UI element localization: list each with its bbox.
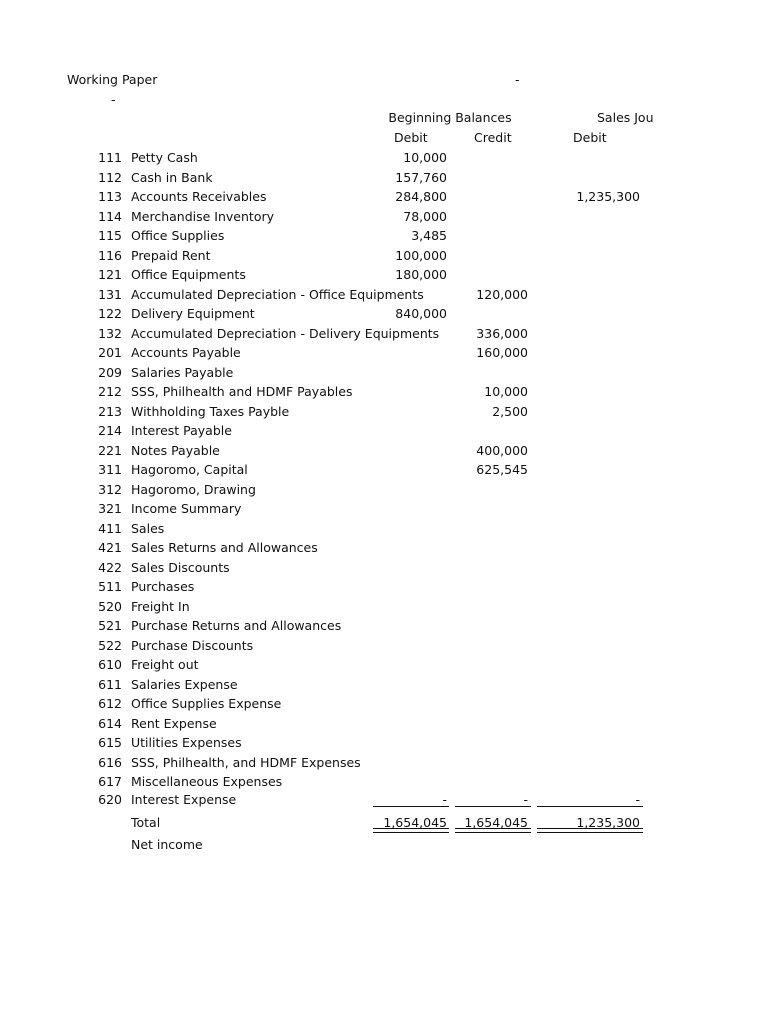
account-name: Freight In bbox=[131, 598, 190, 614]
account-code: 114 bbox=[98, 208, 122, 224]
beginning-debit-amount: 157,760 bbox=[395, 169, 447, 185]
beginning-credit-amount: 625,545 bbox=[476, 462, 528, 477]
subtotal-underline-credit bbox=[455, 806, 531, 807]
account-name: Withholding Taxes Payble bbox=[131, 403, 290, 419]
account-name: Notes Payable bbox=[131, 442, 220, 458]
account-name: Purchase Returns and Allowances bbox=[131, 618, 342, 633]
column-group-sales-journal: Sales Jou bbox=[597, 110, 654, 125]
account-row-interest-expense bbox=[0, 792, 768, 810]
account-code: 221 bbox=[98, 442, 122, 458]
account-code: 511 bbox=[98, 579, 122, 594]
beginning-credit-amount: 2,500 bbox=[492, 403, 528, 419]
account-row bbox=[0, 716, 768, 734]
subtotal-underline-sales-debit bbox=[537, 806, 643, 807]
total-double-underline-sales-debit bbox=[537, 828, 643, 833]
account-code: 312 bbox=[98, 481, 122, 497]
account-name: Salaries Payable bbox=[131, 364, 234, 380]
account-row bbox=[0, 696, 768, 714]
account-code: 111 bbox=[98, 150, 122, 165]
account-name: Office Supplies Expense bbox=[131, 696, 282, 711]
account-row bbox=[0, 384, 768, 402]
account-name: Accounts Receivables bbox=[131, 189, 267, 204]
account-code: 614 bbox=[98, 715, 122, 731]
account-name: Cash in Bank bbox=[131, 169, 213, 185]
account-name: Salaries Expense bbox=[131, 676, 238, 692]
account-row bbox=[0, 306, 768, 324]
account-code: 321 bbox=[98, 501, 122, 516]
account-row bbox=[0, 579, 768, 597]
account-name: Office Equipments bbox=[131, 267, 246, 282]
account-code: 311 bbox=[98, 462, 122, 477]
account-code: 209 bbox=[98, 364, 122, 380]
header-dash-right: - bbox=[515, 72, 520, 87]
account-name: Accounts Payable bbox=[131, 345, 241, 360]
account-row bbox=[0, 677, 768, 695]
account-code: 214 bbox=[98, 423, 122, 438]
beginning-credit-amount: 336,000 bbox=[476, 325, 528, 341]
account-row bbox=[0, 638, 768, 656]
account-code: 131 bbox=[98, 286, 122, 302]
account-code: 411 bbox=[98, 520, 122, 536]
account-name: Sales Discounts bbox=[131, 559, 230, 575]
beginning-debit-amount: 840,000 bbox=[395, 306, 447, 321]
account-name: Hagoromo, Drawing bbox=[131, 481, 256, 497]
account-code: 620 bbox=[98, 792, 122, 807]
account-name: Petty Cash bbox=[131, 150, 198, 165]
account-row bbox=[0, 560, 768, 578]
account-row bbox=[0, 365, 768, 383]
account-code: 616 bbox=[98, 754, 122, 770]
account-row bbox=[0, 540, 768, 558]
account-row bbox=[0, 404, 768, 422]
sales-journal-debit-amount: 1,235,300 bbox=[576, 189, 640, 204]
account-code: 421 bbox=[98, 540, 122, 555]
sales-journal-debit-amount: - bbox=[635, 792, 640, 807]
account-row bbox=[0, 150, 768, 168]
account-name: Purchases bbox=[131, 579, 195, 594]
account-code: 617 bbox=[98, 774, 122, 789]
account-name: Utilities Expenses bbox=[131, 735, 242, 750]
account-name: Sales bbox=[131, 520, 165, 536]
account-row bbox=[0, 521, 768, 539]
account-code: 521 bbox=[98, 618, 122, 633]
account-name: Miscellaneous Expenses bbox=[131, 774, 283, 789]
total-debit-amount: 1,654,045 bbox=[383, 815, 447, 830]
account-row bbox=[0, 462, 768, 480]
beginning-debit-amount: 78,000 bbox=[403, 208, 447, 224]
column-header-sales-debit: Debit bbox=[573, 130, 607, 145]
account-name: Accumulated Depreciation - Delivery Equipments bbox=[131, 325, 440, 341]
account-row bbox=[0, 618, 768, 636]
account-code: 121 bbox=[98, 267, 122, 282]
account-code: 520 bbox=[98, 598, 122, 614]
account-code: 201 bbox=[98, 345, 122, 360]
account-row bbox=[0, 482, 768, 500]
account-name: SSS, Philhealth and HDMF Payables bbox=[131, 384, 353, 399]
account-code: 212 bbox=[98, 384, 122, 399]
account-name: Purchase Discounts bbox=[131, 637, 254, 653]
account-name: Freight out bbox=[131, 657, 199, 672]
account-code: 112 bbox=[98, 169, 122, 185]
account-code: 422 bbox=[98, 559, 122, 575]
column-group-beginning-balances: Beginning Balances bbox=[388, 110, 512, 125]
account-row bbox=[0, 657, 768, 675]
account-name: Interest Expense bbox=[131, 792, 237, 807]
account-name: Interest Payable bbox=[131, 423, 232, 438]
beginning-debit-amount: 3,485 bbox=[411, 228, 447, 243]
account-row bbox=[0, 209, 768, 227]
beginning-credit-amount: - bbox=[523, 792, 528, 807]
account-row bbox=[0, 267, 768, 285]
total-label: Total bbox=[131, 815, 161, 830]
account-code: 612 bbox=[98, 696, 122, 711]
beginning-debit-amount: - bbox=[442, 792, 447, 807]
account-name: Hagoromo, Capital bbox=[131, 462, 248, 477]
subtotal-underline-debit bbox=[373, 806, 449, 807]
beginning-debit-amount: 100,000 bbox=[395, 247, 447, 263]
account-code: 213 bbox=[98, 403, 122, 419]
account-row bbox=[0, 287, 768, 305]
beginning-credit-amount: 10,000 bbox=[484, 384, 528, 399]
account-code: 615 bbox=[98, 735, 122, 750]
account-code: 522 bbox=[98, 637, 122, 653]
account-row bbox=[0, 735, 768, 753]
account-name: Rent Expense bbox=[131, 715, 217, 731]
account-code: 611 bbox=[98, 676, 122, 692]
net-income-label: Net income bbox=[131, 837, 203, 852]
account-row bbox=[0, 170, 768, 188]
account-code: 113 bbox=[98, 189, 122, 204]
account-code: 122 bbox=[98, 306, 122, 321]
account-row bbox=[0, 326, 768, 344]
total-double-underline-debit bbox=[373, 828, 449, 833]
account-name: Accumulated Depreciation - Office Equipments bbox=[131, 286, 424, 302]
column-header-debit: Debit bbox=[394, 130, 428, 145]
account-name: Prepaid Rent bbox=[131, 247, 211, 263]
account-name: Office Supplies bbox=[131, 228, 225, 243]
total-double-underline-credit bbox=[455, 828, 531, 833]
beginning-credit-amount: 160,000 bbox=[476, 345, 528, 360]
account-name: Merchandise Inventory bbox=[131, 208, 275, 224]
beginning-credit-amount: 120,000 bbox=[476, 286, 528, 302]
account-row bbox=[0, 248, 768, 266]
total-credit-amount: 1,654,045 bbox=[464, 815, 528, 830]
account-name: SSS, Philhealth, and HDMF Expenses bbox=[131, 754, 361, 770]
beginning-credit-amount: 400,000 bbox=[476, 442, 528, 458]
beginning-debit-amount: 180,000 bbox=[395, 267, 447, 282]
account-name: Income Summary bbox=[131, 501, 242, 516]
account-row bbox=[0, 755, 768, 773]
account-name: Delivery Equipment bbox=[131, 306, 255, 321]
account-row bbox=[0, 599, 768, 617]
beginning-debit-amount: 10,000 bbox=[403, 150, 447, 165]
account-row bbox=[0, 189, 768, 207]
account-row bbox=[0, 228, 768, 246]
total-sales-debit-amount: 1,235,300 bbox=[576, 815, 640, 830]
page-title: Working Paper bbox=[67, 72, 158, 87]
account-name: Sales Returns and Allowances bbox=[131, 540, 318, 555]
account-row bbox=[0, 774, 768, 792]
account-row bbox=[0, 443, 768, 461]
account-code: 115 bbox=[98, 228, 122, 243]
account-code: 132 bbox=[98, 325, 122, 341]
account-code: 116 bbox=[98, 247, 122, 263]
beginning-debit-amount: 284,800 bbox=[395, 189, 447, 204]
header-dash-left: - bbox=[111, 92, 116, 107]
account-row bbox=[0, 423, 768, 441]
account-row bbox=[0, 501, 768, 519]
column-header-credit: Credit bbox=[474, 130, 512, 145]
account-row bbox=[0, 345, 768, 363]
account-code: 610 bbox=[98, 657, 122, 672]
